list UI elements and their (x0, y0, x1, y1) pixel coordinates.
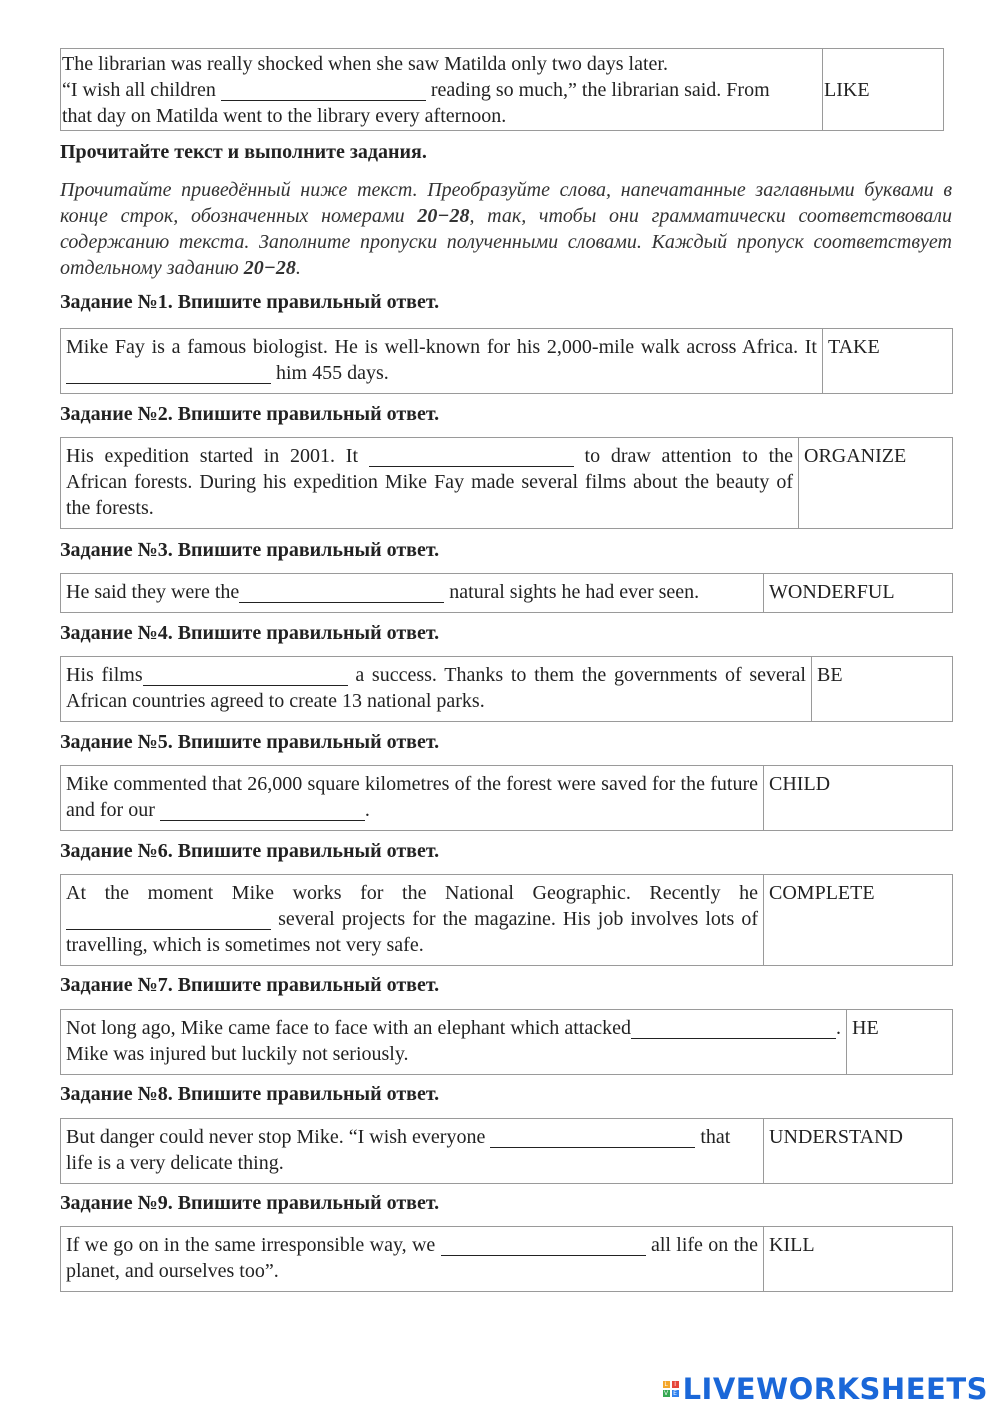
task-6-answer-input[interactable] (66, 909, 271, 930)
task-2-table (60, 437, 953, 529)
intro-line-3: that day on Matilda went to the library every afternoon. (62, 105, 507, 127)
task-3-answer-input[interactable] (239, 582, 444, 603)
task-5-answer-input[interactable] (160, 800, 365, 821)
task-9-answer-input[interactable] (441, 1235, 646, 1256)
instruction-range-1: 20−28 (417, 205, 470, 227)
task-2-text (61, 438, 799, 528)
task-3-word: WONDERFUL (769, 581, 895, 603)
task-9-text (61, 1227, 764, 1291)
task-3-before: He said they were the (66, 581, 240, 603)
task-9-word: KILL (769, 1234, 815, 1256)
task-1-heading: Задание №1. Впишите правильный ответ. (60, 291, 440, 313)
task-5-word: CHILD (769, 773, 831, 795)
intro-line-2 (62, 77, 821, 103)
section-title: Прочитайте текст и выполните задания. (60, 141, 427, 163)
task-8-after: that life is a very delicate thing. (66, 1126, 731, 1174)
task-7-after: . Mike was injured but luckily not seriously. (66, 1017, 841, 1065)
task-4-after: a success. Thanks to them the governments of several African countries agreed to create 13 national parks. (66, 664, 806, 712)
task-8-table (60, 1118, 953, 1184)
task-4-answer-input[interactable] (143, 665, 348, 686)
instruction-text (60, 177, 952, 281)
logo-mark-icon (663, 1381, 679, 1397)
task-4-before: His films (66, 664, 143, 686)
task-3-table (60, 573, 953, 613)
task-9-after: all life on the planet, and ourselves too”. (66, 1234, 758, 1282)
task-5-text (61, 766, 764, 830)
instruction-part-2: , так, чтобы они грамматически соответствовали содержанию текста. Заполните пропуски полученными словами. Каждый пропуск соответствует отдельному заданию (60, 205, 953, 279)
task-6-heading: Задание №6. Впишите правильный ответ. (60, 840, 440, 862)
task-7-table (60, 1009, 953, 1075)
intro-line-2-before: “I wish all children (62, 79, 216, 101)
task-2-heading: Задание №2. Впишите правильный ответ. (60, 403, 440, 425)
task-6-word: COMPLETE (769, 882, 875, 904)
task-2-word: ORGANIZE (804, 445, 907, 467)
task-7-word: HE (852, 1017, 879, 1039)
task-8-answer-input[interactable] (490, 1127, 695, 1148)
task-4-heading: Задание №4. Впишите правильный ответ. (60, 622, 440, 644)
instruction-range-2: 20−28 (243, 257, 296, 279)
task-8-text (61, 1119, 764, 1183)
logo-mark-e: E (673, 1390, 677, 1397)
task-4-table (60, 656, 953, 722)
task-9-heading: Задание №9. Впишите правильный ответ. (60, 1192, 440, 1214)
intro-task-word: LIKE (824, 79, 870, 101)
logo-mark-i: I (672, 1381, 679, 1388)
liveworksheets-logo[interactable] (663, 1372, 988, 1406)
task-6-text (61, 875, 764, 965)
task-3-after: natural sights he had ever seen. (449, 581, 700, 603)
task-8-heading: Задание №8. Впишите правильный ответ. (60, 1083, 440, 1105)
task-3-text (61, 574, 764, 612)
task-1-text (61, 329, 823, 393)
task-7-before: Not long ago, Mike came face to face with an elephant which attacked (66, 1017, 631, 1039)
task-3-heading: Задание №3. Впишите правильный ответ. (60, 539, 440, 561)
intro-answer-input[interactable] (221, 80, 426, 101)
task-1-before: Mike Fay is a famous biologist. He is well-known for his 2,000-mile walk across Africa. It (66, 336, 817, 358)
task-6-before: At the moment Mike works for the National Geographic. Recently he (66, 882, 758, 904)
instruction-part-3: . (295, 257, 301, 279)
task-9-table (60, 1226, 953, 1292)
task-7-heading: Задание №7. Впишите правильный ответ. (60, 974, 440, 996)
task-1-answer-input[interactable] (66, 363, 271, 384)
task-2-before: His expedition started in 2001. It (66, 445, 359, 467)
task-8-word: UNDERSTAND (769, 1126, 903, 1148)
intro-line-2-after: reading so much,” the librarian said. From (430, 79, 770, 101)
task-8-before: But danger could never stop Mike. “I wish everyone (66, 1126, 486, 1148)
task-5-table (60, 765, 953, 831)
task-5-before: Mike commented that 26,000 square kilometres of the forest were saved for the future and for our (66, 773, 758, 821)
task-5-heading: Задание №5. Впишите правильный ответ. (60, 731, 440, 753)
logo-text: LIVEWORKSHEETS (682, 1372, 988, 1406)
instruction-part-1: Прочитайте приведённый ниже текст. Преобразуйте слова, напечатанные заглавными буквами в конце строк, обозначенных номерами (60, 179, 952, 227)
task-2-answer-input[interactable] (369, 446, 574, 467)
logo-mark-l: L (664, 1381, 668, 1388)
intro-task-table (60, 48, 944, 131)
logo-mark-v: V (664, 1390, 669, 1397)
task-7-answer-input[interactable] (631, 1018, 836, 1039)
task-1-table (60, 328, 953, 394)
task-4-text (61, 657, 812, 721)
task-9-before: If we go on in the same irresponsible way, we (66, 1234, 436, 1256)
task-7-text (61, 1010, 847, 1074)
task-4-word: BE (817, 664, 843, 686)
task-6-table (60, 874, 953, 966)
intro-line-1: The librarian was really shocked when she saw Matilda only two days later. (62, 53, 668, 75)
intro-task-text (61, 49, 823, 130)
task-2-after: to draw attention to the African forests. During his expedition Mike Fay made several films about the beauty of the forests. (66, 445, 794, 519)
task-5-after: . (364, 799, 370, 821)
task-1-after: him 455 days. (276, 362, 389, 384)
task-6-after: several projects for the magazine. His job involves lots of travelling, which is sometimes not very safe. (66, 908, 758, 956)
task-1-word: TAKE (828, 336, 880, 358)
